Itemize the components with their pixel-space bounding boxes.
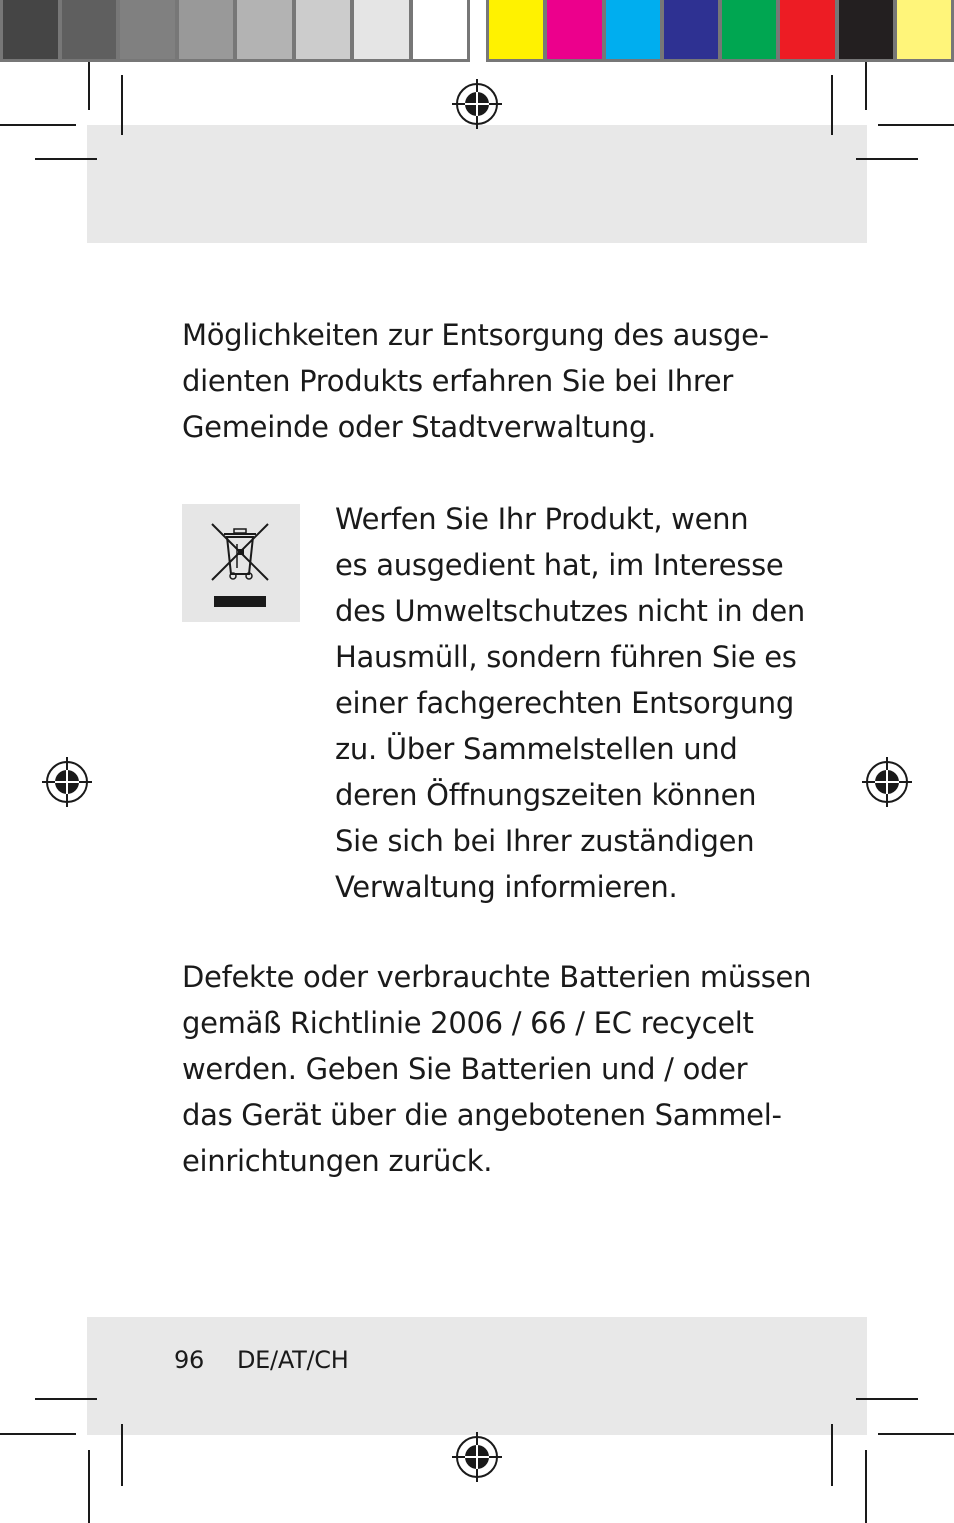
crop-mark	[856, 158, 918, 160]
crop-mark	[878, 1433, 954, 1435]
gray-swatch	[237, 0, 296, 59]
crop-mark	[0, 1433, 76, 1435]
gray-swatch	[179, 0, 238, 59]
crop-mark	[88, 62, 90, 110]
crop-mark	[865, 62, 867, 110]
disposal-info-paragraph: Möglichkeiten zur Entsorgung des ausge- dienten Produkts erfahren Sie bei Ihrer Gemeinde oder Stadtverwaltung.	[182, 318, 769, 444]
color-swatch	[839, 0, 897, 59]
color-swatch	[489, 0, 547, 59]
crop-mark	[831, 1424, 833, 1486]
gray-swatch	[120, 0, 179, 59]
crop-mark	[878, 124, 954, 126]
crop-mark	[88, 1450, 90, 1523]
gray-swatch	[3, 0, 62, 59]
disposal-instructions-paragraph: Werfen Sie Ihr Produkt, wenn es ausgedient hat, im Interesse des Umweltschutzes nicht in den Hausmüll, sondern führen Sie es einer fachgerechten Entsorgung zu. Über Sammelstellen und deren Öffnungszeiten können Sie sich bei Ihrer zuständigen Verwaltung informieren.	[335, 502, 805, 904]
weee-symbol-box	[182, 504, 300, 622]
color-swatch	[722, 0, 780, 59]
registration-mark-icon	[862, 757, 912, 807]
crop-mark	[35, 1398, 97, 1400]
crop-mark	[121, 1424, 123, 1486]
region-label: DE/AT/CH	[237, 1346, 349, 1374]
footer-band	[87, 1317, 867, 1435]
page-number: 96	[174, 1346, 204, 1374]
gray-swatch	[296, 0, 355, 59]
color-swatch	[547, 0, 605, 59]
registration-mark-icon	[452, 1432, 502, 1482]
color-swatch	[606, 0, 664, 59]
crop-mark	[121, 75, 123, 135]
crop-mark	[0, 124, 76, 126]
gray-swatch	[413, 0, 468, 59]
gray-swatch	[354, 0, 413, 59]
color-swatch	[664, 0, 722, 59]
crop-mark	[856, 1398, 918, 1400]
color-swatch	[897, 0, 951, 59]
registration-mark-icon	[452, 79, 502, 129]
crop-mark	[865, 1450, 867, 1523]
crossed-out-wheelie-bin-icon	[182, 504, 300, 622]
gray-calibration-bar	[0, 0, 470, 62]
color-calibration-bar	[486, 0, 954, 62]
registration-mark-icon	[42, 757, 92, 807]
crop-mark	[831, 75, 833, 135]
header-band	[87, 125, 867, 243]
crop-mark	[35, 158, 97, 160]
battery-disposal-paragraph: Defekte oder verbrauchte Batterien müssen gemäß Richtlinie 2006 / 66 / EC recycelt werden. Geben Sie Batterien und / oder das Gerät über die angebotenen Sammel- einrichtungen zurück.	[182, 960, 812, 1178]
color-swatch	[780, 0, 838, 59]
gray-swatch	[62, 0, 121, 59]
